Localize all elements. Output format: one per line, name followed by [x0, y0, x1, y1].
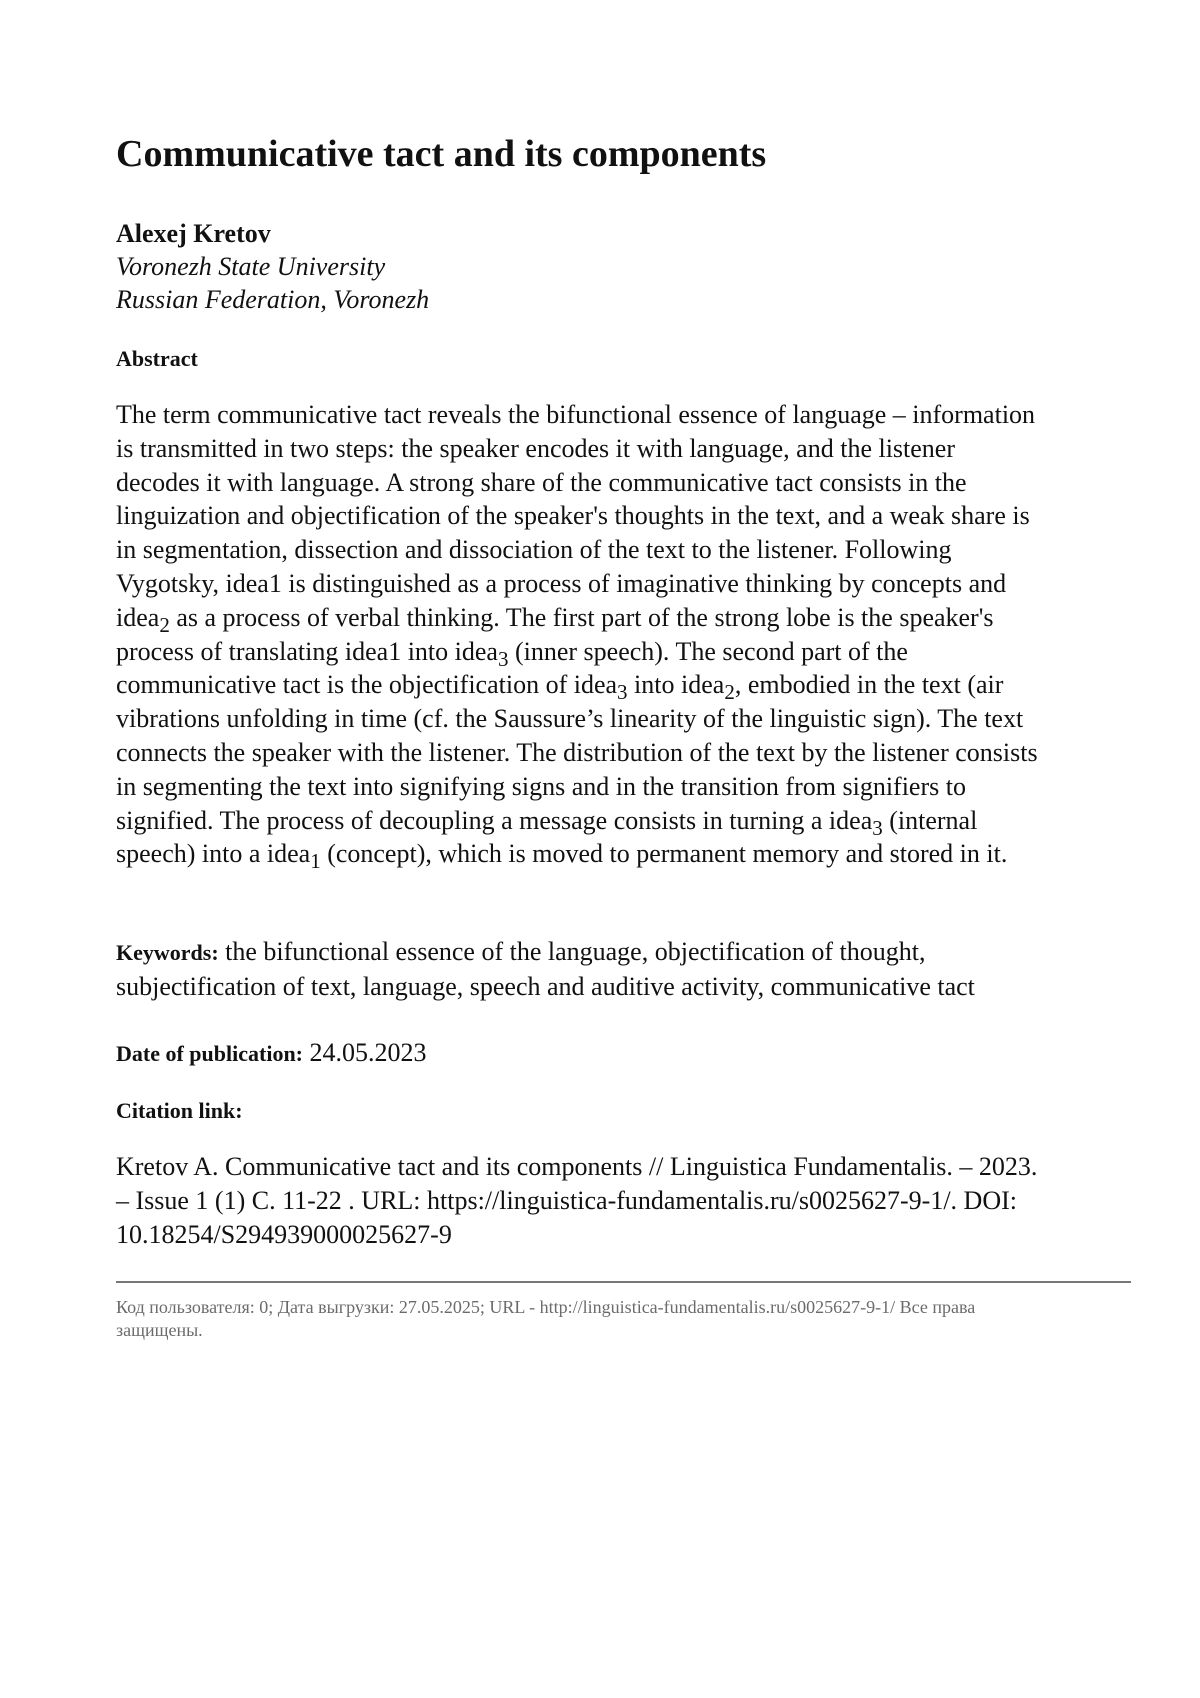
abstract-text-run: speech) into a idea: [116, 839, 310, 868]
keywords-label: Keywords:: [116, 940, 219, 965]
abstract-line: The term communicative tact reveals the bifunctional essence of language – information: [116, 398, 1131, 432]
subscript-index: 2: [724, 680, 735, 704]
abstract-text-run: idea: [116, 603, 159, 632]
subscript-index: 1: [310, 849, 321, 873]
article-title: Communicative tact and its components: [116, 128, 766, 180]
publication-date-label: Date of publication:: [116, 1041, 303, 1066]
author-name: Alexej Kretov: [116, 217, 429, 250]
subscript-index: 3: [498, 647, 509, 671]
abstract-line: decodes it with language. A strong share of the communicative tact consists in the: [116, 466, 1131, 500]
citation-heading: Citation link:: [116, 1096, 243, 1126]
citation-line: 10.18254/S294939000025627-9: [116, 1218, 1131, 1252]
publication-date-row: [116, 1036, 427, 1071]
citation-text: [116, 1150, 1131, 1252]
subscript-index: 3: [617, 680, 628, 704]
citation-line: – Issue 1 (1) C. 11-22 . URL: https://linguistica-fundamentalis.ru/s0025627-9-1/. DOI:: [116, 1184, 1131, 1218]
abstract-line: is transmitted in two steps: the speaker encodes it with language, and the listener: [116, 432, 1131, 466]
abstract-line: in segmentation, dissection and dissociation of the text to the listener. Following: [116, 533, 1131, 567]
abstract-text-run: , embodied in the text (air: [735, 670, 1004, 699]
keywords-line-1: [116, 935, 1131, 970]
abstract-line: [116, 837, 1131, 871]
keywords-text-1: the bifunctional essence of the language, objectification of thought,: [219, 937, 926, 966]
author-block: [116, 217, 429, 316]
abstract-text-run: process of translating idea1 into idea: [116, 637, 498, 666]
abstract-line: connects the speaker with the listener. The distribution of the text by the listener consists: [116, 736, 1131, 770]
footer-line-1: Код пользователя: 0; Дата выгрузки: 27.05.2025; URL - http://linguistica-fundamentalis.ru/s0025627-9-1/ Все права: [116, 1296, 1131, 1319]
abstract-text-run: (inner speech). The second part of the: [508, 637, 907, 666]
abstract-line: [116, 804, 1131, 838]
publication-date-value: 24.05.2023: [303, 1038, 427, 1067]
subscript-index: 2: [159, 613, 170, 637]
abstract-text-run: communicative tact is the objectification of idea: [116, 670, 617, 699]
abstract-text-run: signified. The process of decoupling a message consists in turning a idea: [116, 806, 872, 835]
abstract-line: linguization and objectification of the speaker's thoughts in the text, and a weak share is: [116, 499, 1131, 533]
citation-line: Kretov A. Communicative tact and its components // Linguistica Fundamentalis. – 2023.: [116, 1150, 1131, 1184]
abstract-line: [116, 635, 1131, 669]
abstract-text-run: (internal: [883, 806, 978, 835]
subscript-index: 3: [872, 816, 883, 840]
abstract-heading: Abstract: [116, 344, 198, 374]
footer-line-2: защищены.: [116, 1319, 1131, 1342]
abstract-text-run: (concept), which is moved to permanent memory and stored in it.: [321, 839, 1008, 868]
abstract-line: vibrations unfolding in time (cf. the Saussure’s linearity of the linguistic sign). The text: [116, 702, 1131, 736]
abstract-line: Vygotsky, idea1 is distinguished as a process of imaginative thinking by concepts and: [116, 567, 1131, 601]
abstract-line: in segmenting the text into signifying signs and in the transition from signifiers to: [116, 770, 1131, 804]
abstract-text-run: as a process of verbal thinking. The first part of the strong lobe is the speaker's: [170, 603, 994, 632]
abstract-text-run: into idea: [628, 670, 725, 699]
author-location: Russian Federation, Voronezh: [116, 283, 429, 316]
abstract-line: [116, 601, 1131, 635]
keywords-text-2: subjectification of text, language, speech and auditive activity, communicative tact: [116, 970, 1131, 1004]
abstract-body: [116, 398, 1131, 871]
footer-divider: [116, 1281, 1131, 1283]
author-affiliation: Voronezh State University: [116, 250, 429, 283]
footer-note: [116, 1296, 1131, 1342]
keywords-block: [116, 935, 1131, 1004]
abstract-line: [116, 668, 1131, 702]
